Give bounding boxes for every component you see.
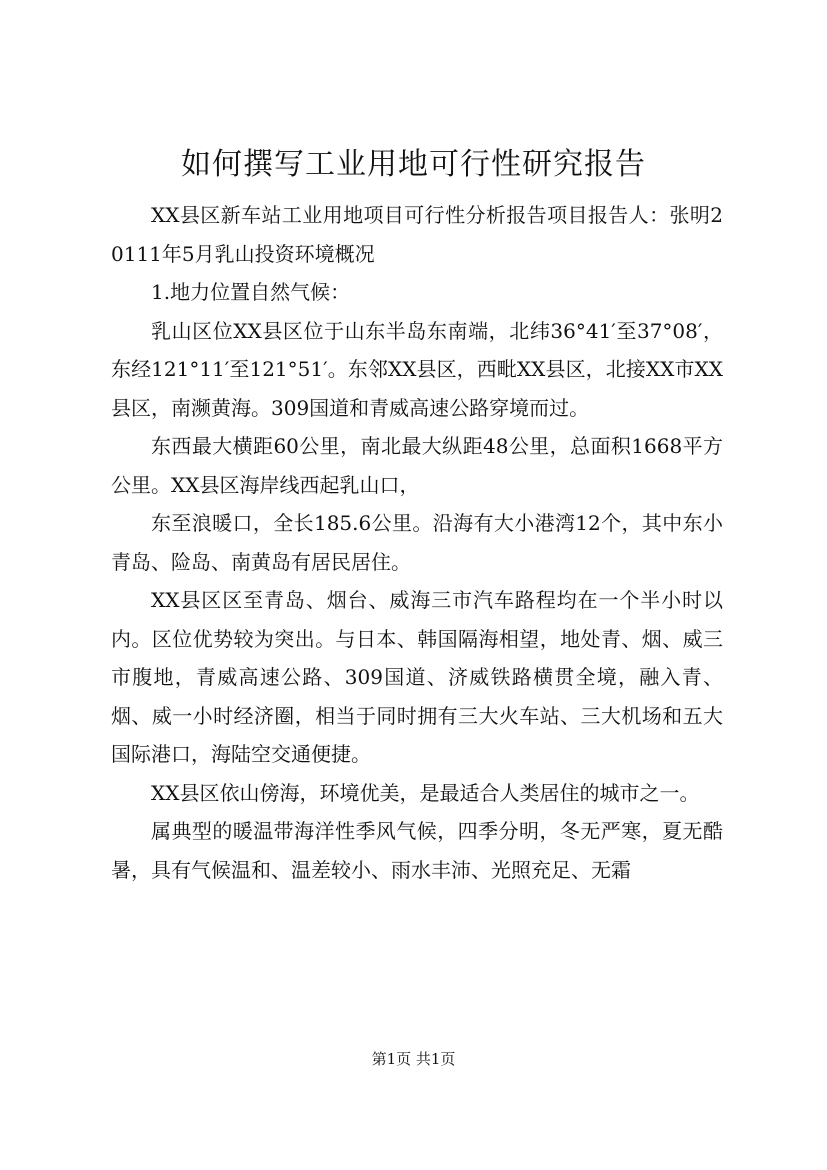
paragraph-location: 乳山区位XX县区位于山东半岛东南端，北纬36°41′至37°08′，东经121°11′至121°51′。东邻XX县区，西毗XX县区，北接XX市XX县区，南濒黄海。309国道和青威高速公路穿境而过。 <box>111 318 723 420</box>
paragraph-section-heading: 1.地力位置自然气候： <box>151 280 351 304</box>
page-footer: 第1页 共1页 <box>371 1050 456 1068</box>
paragraph-intro: XX县区新车站工业用地项目可行性分析报告项目报告人：张明20111年5月乳山投资环境概况 <box>111 203 723 266</box>
paragraph-area: 东西最大横距60公里，南北最大纵距48公里，总面积1668平方公里。XX县区海岸线西起乳山口， <box>111 434 723 497</box>
paragraph-transport: XX县区区至青岛、烟台、威海三市汽车路程均在一个半小时以内。区位优势较为突出。与日本、韩国隔海相望，地处青、烟、威三市腹地，青威高速公路、309国道、济威铁路横贯全境，融入青、烟、威一小时经济圈，相当于同时拥有三大火车站、三大机场和五大国际港口，海陆空交通便捷。 <box>111 588 723 766</box>
document-title: 如何撰写工业用地可行性研究报告 <box>181 147 646 182</box>
paragraph-climate: 属典型的暖温带海洋性季风气候，四季分明，冬无严寒，夏无酷暑，具有气候温和、温差较小、雨水丰沛、光照充足、无霜 <box>111 819 723 882</box>
paragraph-coastline: 东至浪暖口，全长185.6公里。沿海有大小港湾12个，其中东小青岛、险岛、南黄岛有居民居住。 <box>111 511 723 574</box>
document-body <box>111 196 723 889</box>
paragraph-environment: XX县区依山傍海，环境优美，是最适合人类居住的城市之一。 <box>151 780 700 805</box>
